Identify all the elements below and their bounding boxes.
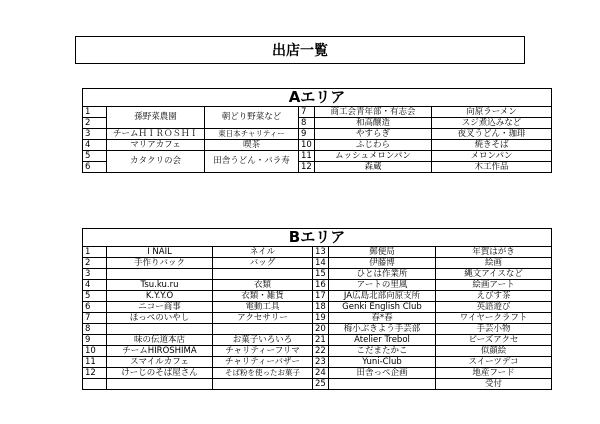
vendor-name xyxy=(107,324,213,335)
vendor-item: 絵画 xyxy=(436,258,552,269)
vendor-name: Yuni-Club xyxy=(329,357,436,368)
vendor-item: 田舎うどん・バラ寿 xyxy=(205,151,299,173)
area-a-heading: Aエリア xyxy=(83,89,552,107)
vendor-name: 商工会青年部・有志会 xyxy=(315,107,432,118)
row-number: 18 xyxy=(313,302,329,313)
row-number: 1 xyxy=(83,107,107,118)
table-row xyxy=(83,346,552,357)
row-number: 7 xyxy=(83,313,107,324)
row-number: 25 xyxy=(313,379,329,390)
row-number: 5 xyxy=(83,151,107,162)
row-number: 11 xyxy=(299,151,315,162)
vendor-item: 向原ラーメン xyxy=(432,107,552,118)
row-number: 3 xyxy=(83,269,107,280)
area-b-heading: Bエリア xyxy=(83,229,552,247)
vendor-name: 郵便局 xyxy=(329,247,436,258)
vendor-item: えびす茶 xyxy=(436,291,552,302)
vendor-name: ムッシュメロンパン xyxy=(315,151,432,162)
row-number: 11 xyxy=(83,357,107,368)
area-a-table xyxy=(82,88,552,173)
vendor-item: お菓子いろいろ xyxy=(213,335,313,346)
vendor-name: 和高醸造 xyxy=(315,118,432,129)
row-number: 17 xyxy=(313,291,329,302)
table-row xyxy=(83,379,552,390)
vendor-name: K.Y.Y.O xyxy=(107,291,213,302)
row-number: 23 xyxy=(313,357,329,368)
vendor-name: 春*春 xyxy=(329,313,436,324)
row-number: 21 xyxy=(313,335,329,346)
vendor-item: 東日本チャリティー xyxy=(205,129,299,140)
vendor-name: ひとは作業所 xyxy=(329,269,436,280)
area-b-heading-row xyxy=(83,229,552,247)
vendor-name: Atelier Trebol xyxy=(329,335,436,346)
vendor-name: 味の伝道本店 xyxy=(107,335,213,346)
row-number: 12 xyxy=(83,368,107,379)
vendor-name: Genki English Club xyxy=(329,302,436,313)
vendor-item: 電動工具 xyxy=(213,302,313,313)
vendor-name: JA広島北部向原支所 xyxy=(329,291,436,302)
table-row xyxy=(83,357,552,368)
vendor-item: 受付 xyxy=(436,379,552,390)
vendor-name: ほっぺのいやし xyxy=(107,313,213,324)
vendor-name: 森蔵 xyxy=(315,162,432,173)
row-number: 3 xyxy=(83,129,107,140)
row-number: 4 xyxy=(83,140,107,151)
vendor-name: 田舎っぺ企画 xyxy=(329,368,436,379)
table-row xyxy=(83,258,552,269)
row-number: 2 xyxy=(83,258,107,269)
vendor-item: 夜叉うどん・珈琲 xyxy=(432,129,552,140)
table-row xyxy=(83,324,552,335)
vendor-item: スジ煮込みなど xyxy=(432,118,552,129)
vendor-item: 似顔絵 xyxy=(436,346,552,357)
row-number: 6 xyxy=(83,162,107,173)
vendor-item: 縄文アイスなど xyxy=(436,269,552,280)
table-row xyxy=(83,151,552,162)
table-row xyxy=(83,313,552,324)
vendor-item: メロンパン xyxy=(432,151,552,162)
row-number: 2 xyxy=(83,118,107,129)
vendor-item: ネイル xyxy=(213,247,313,258)
vendor-name xyxy=(107,269,213,280)
vendor-name: チームＨＩＲＯＳＨＩ xyxy=(107,129,205,140)
row-number xyxy=(83,379,107,390)
vendor-item: 朝どり野菜など xyxy=(205,107,299,129)
row-number: 13 xyxy=(313,247,329,258)
vendor-item xyxy=(213,379,313,390)
row-number: 5 xyxy=(83,291,107,302)
vendor-item: 衣類・雑貨 xyxy=(213,291,313,302)
row-number: 22 xyxy=(313,346,329,357)
row-number: 10 xyxy=(299,140,315,151)
vendor-item: 英語遊び xyxy=(436,302,552,313)
row-number: 1 xyxy=(83,247,107,258)
vendor-item: スイーツデコ xyxy=(436,357,552,368)
page-title-text: 出店一覧 xyxy=(272,43,328,59)
vendor-item: チャリティーバザー xyxy=(213,357,313,368)
row-number: 7 xyxy=(299,107,315,118)
table-row xyxy=(83,269,552,280)
vendor-name: I NAIL xyxy=(107,247,213,258)
area-a-heading-row xyxy=(83,89,552,107)
table-row xyxy=(83,291,552,302)
table-row xyxy=(83,107,552,118)
vendor-name: やすらぎ xyxy=(315,129,432,140)
vendor-item: 絵画アート xyxy=(436,280,552,291)
row-number: 10 xyxy=(83,346,107,357)
table-row xyxy=(83,302,552,313)
row-number: 20 xyxy=(313,324,329,335)
vendor-item: ワイヤークラフト xyxy=(436,313,552,324)
row-number: 8 xyxy=(299,118,315,129)
vendor-name: こだまたかこ xyxy=(329,346,436,357)
vendor-name: カタクリの会 xyxy=(107,151,205,173)
vendor-name: 手作りバック xyxy=(107,258,213,269)
row-number: 14 xyxy=(313,258,329,269)
vendor-name: スマイルカフェ xyxy=(107,357,213,368)
vendor-name: 梅小ぶきよう手芸部 xyxy=(329,324,436,335)
vendor-name: チームHIROSHIMA xyxy=(107,346,213,357)
vendor-item: 地産フード xyxy=(436,368,552,379)
vendor-item: 木工作品 xyxy=(432,162,552,173)
row-number: 19 xyxy=(313,313,329,324)
vendor-name: 孫野菜農園 xyxy=(107,107,205,129)
area-b-table xyxy=(82,228,552,390)
row-number: 8 xyxy=(83,324,107,335)
vendor-item: 喫茶 xyxy=(205,140,299,151)
vendor-name xyxy=(107,379,213,390)
row-number: 9 xyxy=(299,129,315,140)
vendor-name: Tsu.ku.ru xyxy=(107,280,213,291)
page-title xyxy=(75,36,525,64)
table-row xyxy=(83,247,552,258)
vendor-name: 伊藤博 xyxy=(329,258,436,269)
row-number: 15 xyxy=(313,269,329,280)
vendor-item: ビーズアクセ xyxy=(436,335,552,346)
row-number: 16 xyxy=(313,280,329,291)
row-number: 24 xyxy=(313,368,329,379)
vendor-item: そば粉を使ったお菓子 xyxy=(213,368,313,379)
vendor-item: バッグ xyxy=(213,258,313,269)
vendor-name: マリアカフェ xyxy=(107,140,205,151)
vendor-item: 焼きそば xyxy=(432,140,552,151)
vendor-item: チャリティーフリマ xyxy=(213,346,313,357)
vendor-name: けーじのそば屋さん xyxy=(107,368,213,379)
table-row xyxy=(83,368,552,379)
table-row xyxy=(83,129,552,140)
vendor-name: アートの里風 xyxy=(329,280,436,291)
table-row xyxy=(83,280,552,291)
row-number: 4 xyxy=(83,280,107,291)
row-number: 12 xyxy=(299,162,315,173)
table-row xyxy=(83,140,552,151)
vendor-name xyxy=(329,379,436,390)
vendor-item: 手芸小物 xyxy=(436,324,552,335)
vendor-item: 衣類 xyxy=(213,280,313,291)
area-b-body xyxy=(83,247,552,390)
row-number: 6 xyxy=(83,302,107,313)
vendor-item: アクセサリー xyxy=(213,313,313,324)
vendor-name: ふじわら xyxy=(315,140,432,151)
vendor-item: 年賀はがき xyxy=(436,247,552,258)
vendor-item xyxy=(213,269,313,280)
vendor-name: ニコー商事 xyxy=(107,302,213,313)
row-number: 9 xyxy=(83,335,107,346)
vendor-item xyxy=(213,324,313,335)
table-row xyxy=(83,335,552,346)
